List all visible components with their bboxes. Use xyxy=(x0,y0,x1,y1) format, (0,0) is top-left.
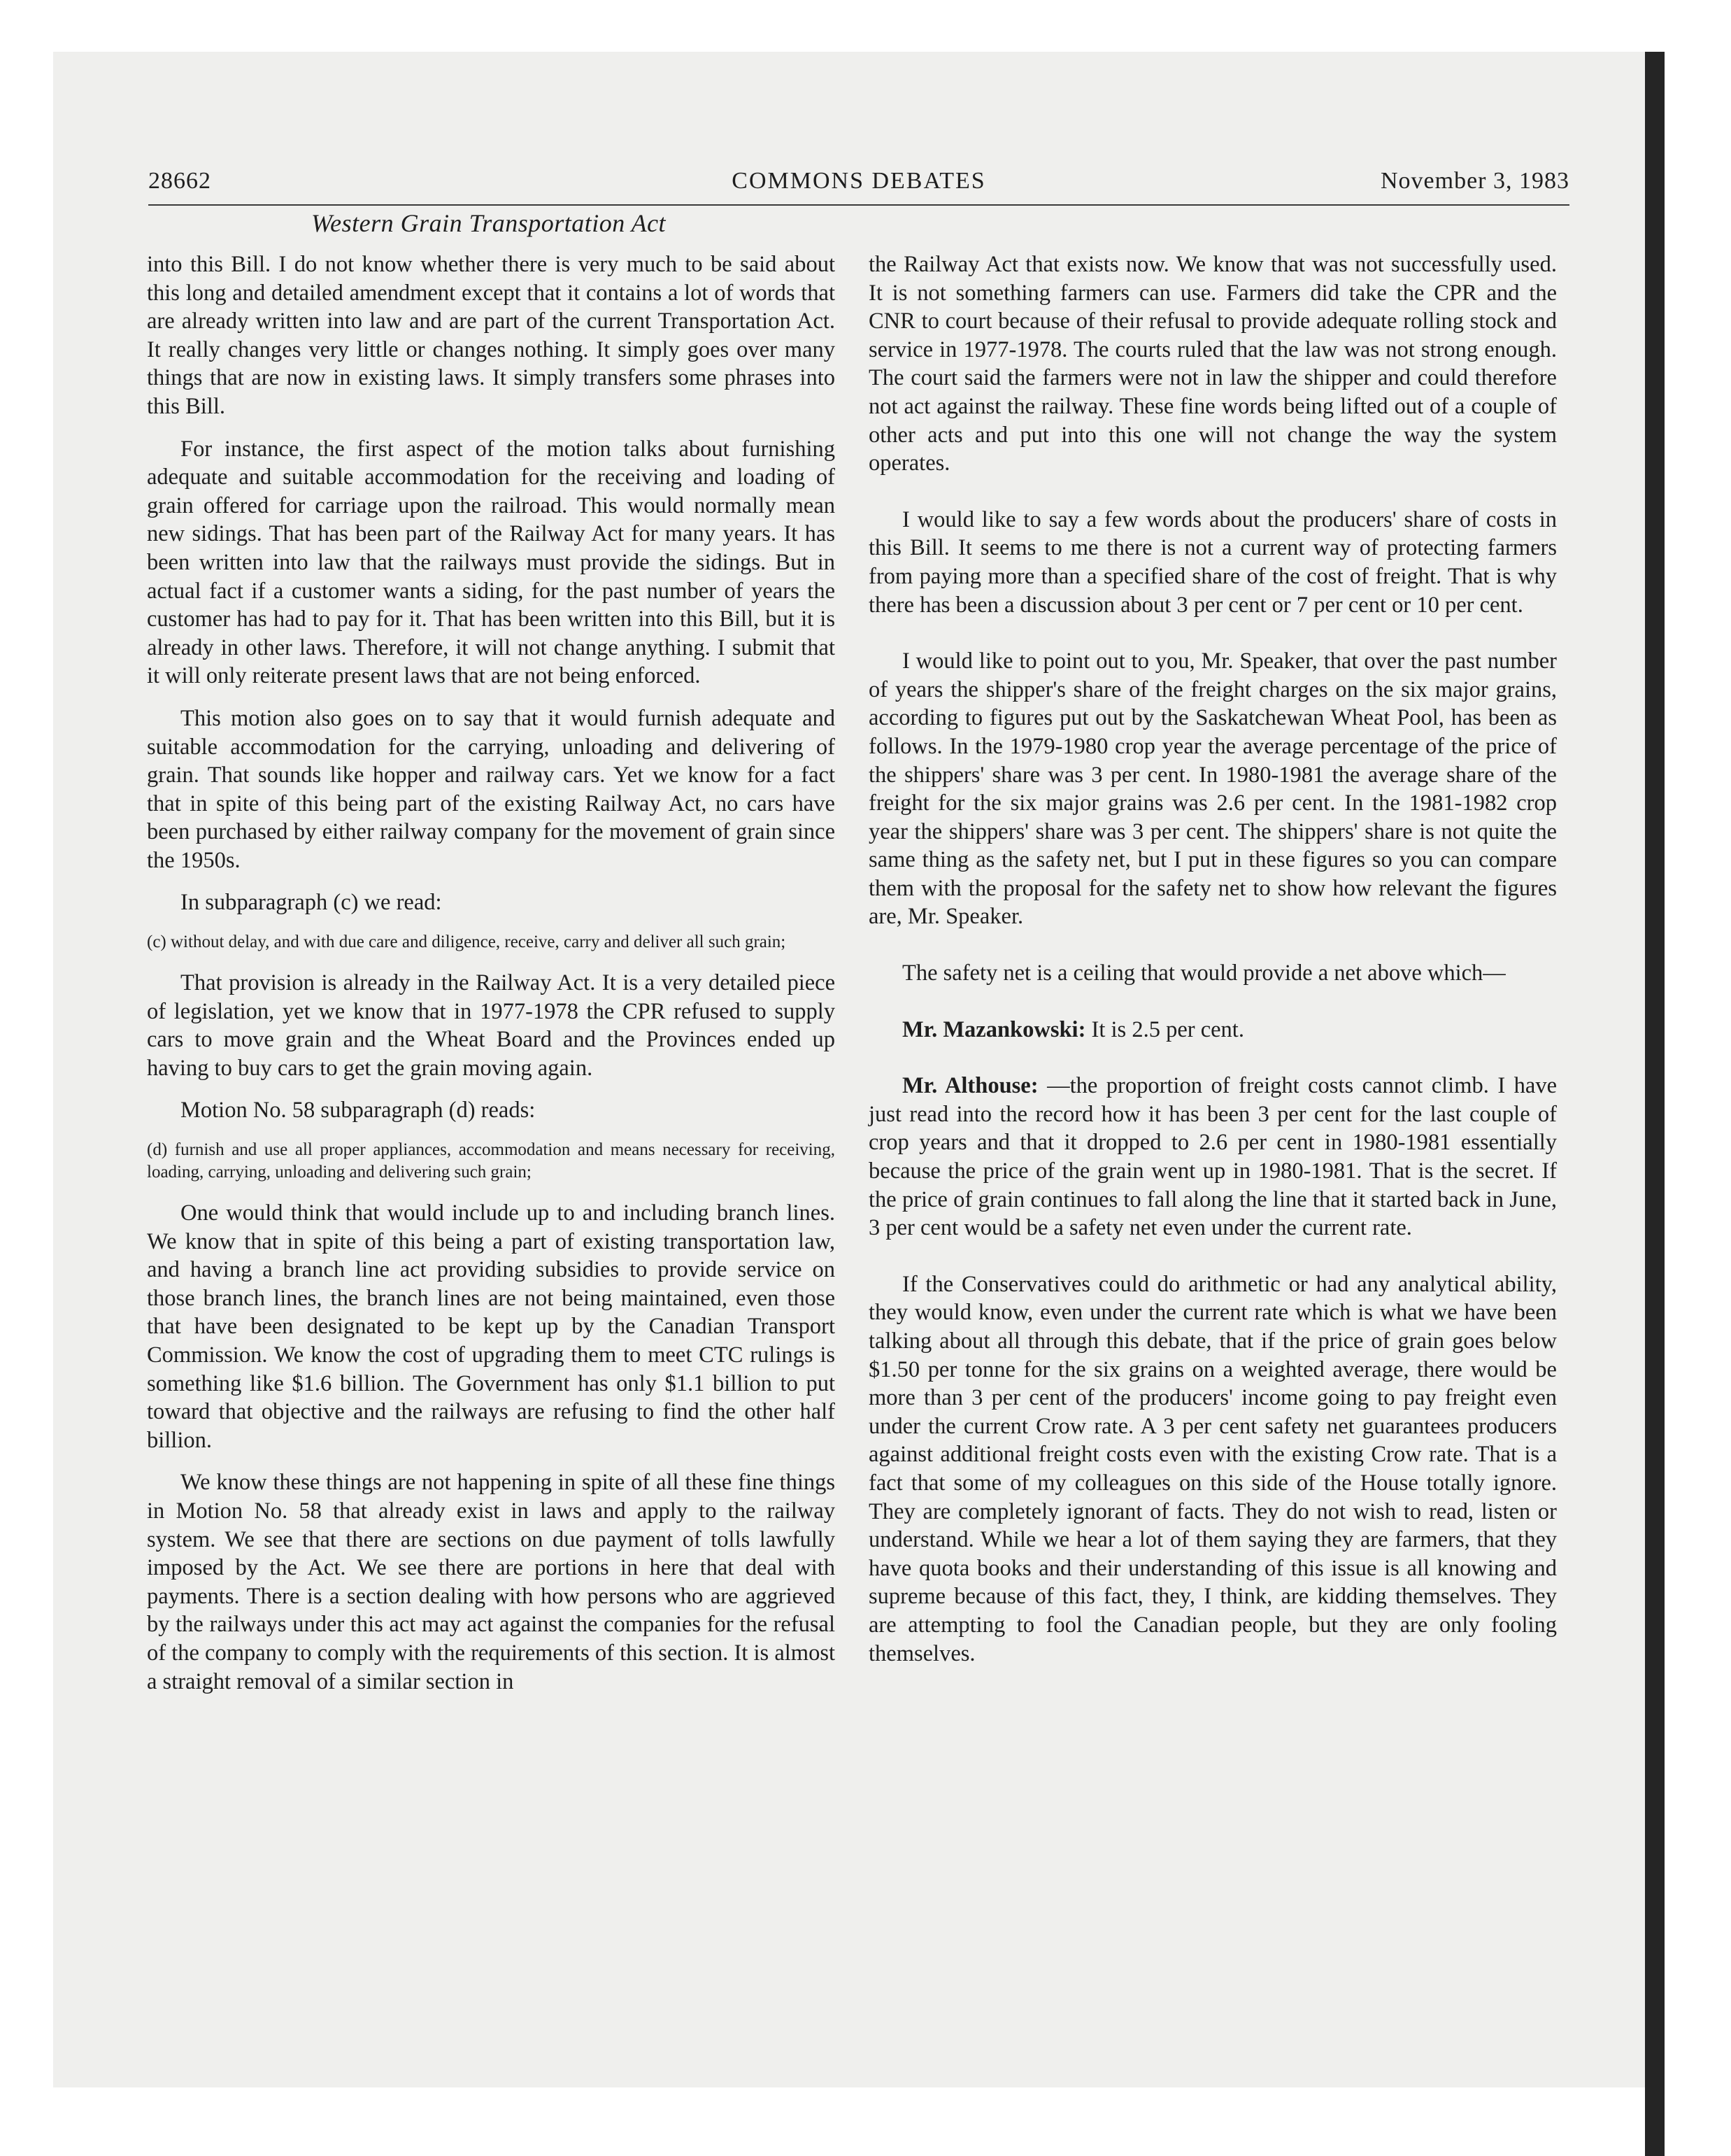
left-column xyxy=(147,250,835,1710)
quoted-subparagraph: (c) without delay, and with due care and diligence, receive, carry and deliver all such grain; xyxy=(147,932,786,952)
speaker-remark xyxy=(869,1072,1557,1242)
paragraph: I would like to point out to you, Mr. Speaker, that over the past number of years the shipper's share of the freight charges on the six major grains, according to figures put out by the Saskatchewan Wheat Pool, has been as follows. In the 1979-1980 crop year the average percentage of the price of the shippers' share was 3 per cent. In 1980-1981 the average share of the freight for the six major grains was 2.6 per cent. In the 1981-1982 crop year the shippers' share was 3 per cent. The shippers' share is not quite the same thing as the safety net, but I put in these figures so you can compare them with the proposal for the safety net to show how relevant the figures are, Mr. Speaker. xyxy=(869,648,1557,930)
paragraph: One would think that would include up to and including branch lines. We know that in spite of this being a part of existing transportation law, and having a branch line act providing subsidies to provide service on those branch lines, the branch lines are not being maintained, even those that have been designated to be kept up by the Canadian Transport Commission. We know the cost of upgrading them to meet CTC rulings is something like $1.6 billion. The Government has only $1.1 billion to put toward that objective and the railways are refusing to find the other half billion. xyxy=(147,1200,835,1453)
speaker-name: Mr. Mazankowski: xyxy=(902,1016,1086,1042)
paragraph: For instance, the first aspect of the motion talks about furnishing adequate and suitable accommodation for the receiving and loading of grain offered for carriage upon the railroad. This would normally mean new sidings. That has been part of the Railway Act for many years. It has been written into law that the railways must provide the sidings. But in actual fact if a customer wants a siding, for the past number of years the customer has had to pay for it. That has been written into this Bill, but it is already in other laws. Therefore, it will not change anything. I submit that it will only reiterate present laws that are not being enforced. xyxy=(147,436,835,689)
running-head: Western Grain Transportation Act xyxy=(311,209,667,237)
paragraph: In subparagraph (c) we read: xyxy=(180,890,442,916)
paragraph: We know these things are not happening in spite of all these fine things in Motion No. 58 that already exist in laws and apply to the railway system. We see that there are sections on due payment of tolls lawfully imposed by the Act. We see there are portions in here that deal with payments. There is a section dealing with how persons who are aggrieved by the railways under this act may act against the companies for the refusal of the company to comply with the requirements of this section. It is almost a straight removal of a similar section in xyxy=(147,1470,835,1694)
page-header xyxy=(148,168,1569,206)
quoted-subparagraph: (d) furnish and use all proper appliances, accommodation and means necessary for receiving, loading, carrying, unloading and delivering such grain; xyxy=(147,1140,835,1182)
paragraph: That provision is already in the Railway Act. It is a very detailed piece of legislation, yet we know that in 1977-1978 the CPR refused to supply cars to move grain and the Wheat Board and the Provinces ended up having to buy cars to get the grain moving again. xyxy=(147,970,835,1081)
paragraph: the Railway Act that exists now. We know that was not successfully used. It is not something farmers can use. Farmers did take the CPR and the CNR to court because of their refusal to provide adequate rolling stock and service in 1977-1978. The courts ruled that the law was not strong enough. The court said the farmers were not in law the shipper and could therefore not act against the railway. These fine words being lifted out of a couple of other acts and put into this one will not change the way the system operates. xyxy=(869,252,1557,476)
paragraph: Motion No. 58 subparagraph (d) reads: xyxy=(180,1098,536,1123)
paragraph: The safety net is a ceiling that would provide a net above which— xyxy=(902,960,1506,986)
publication-date: November 3, 1983 xyxy=(1380,168,1569,194)
right-column xyxy=(869,250,1557,1682)
scan-edge-shadow xyxy=(1645,52,1665,2156)
remark-text: It is 2.5 per cent. xyxy=(1091,1016,1244,1042)
paragraph: into this Bill. I do not know whether there is very much to be said about this long and detailed amendment except that it contains a lot of words that are already written into law and are part of the current Transportation Act. It really changes very little or changes nothing. It simply goes over many things that are now in existing laws. It simply transfers some phrases into this Bill. xyxy=(147,252,835,419)
remark-text: —the proportion of freight costs cannot climb. I have just read into the record how it has been 3 per cent for the last couple of crop years and that it dropped to 2.6 per cent in 1980-1981 essentially because the price of the grain went up in 1980-1981. That is the secret. If the price of grain continues to fall along the line that it started back in June, 3 per cent would be a safety net even under the current rate. xyxy=(869,1073,1558,1241)
paragraph: If the Conservatives could do arithmetic or had any analytical ability, they would know, even under the current rate which is what we have been talking about all through this debate, that if the price of grain goes below $1.50 per tonne for the six grains on a weighted average, there would be more than 3 per cent of the producers' income going to pay freight even under the current Crow rate. A 3 per cent safety net guarantees producers against additional freight costs even with the existing Crow rate. That is a fact that some of my colleagues on this side of the House totally ignore. They are completely ignorant of facts. They do not wish to read, listen or understand. While we hear a lot of them saying they are farmers, that they have quota books and their understanding of this issue is all knowing and supreme because of this fact, they, I think, are kidding themselves. They are attempting to fool the Canadian people, but they are only fooling themselves. xyxy=(869,1271,1557,1666)
publication-title: COMMONS DEBATES xyxy=(732,168,986,194)
paragraph: I would like to say a few words about the producers' share of costs in this Bill. It seems to me there is not a current way of protecting farmers from paying more than a specified share of the cost of freight. That is why there has been a discussion about 3 per cent or 7 per cent or 10 per cent. xyxy=(869,506,1557,618)
page-number: 28662 xyxy=(148,168,211,194)
paragraph: This motion also goes on to say that it would furnish adequate and suitable accommodation for the carrying, unloading and delivering of grain. That sounds like hopper and railway cars. Yet we know for a fact that in spite of this being part of the existing Railway Act, no cars have been purchased by either railway company for the movement of grain since the 1950s. xyxy=(147,705,835,873)
speaker-remark xyxy=(869,1016,1557,1044)
speaker-name: Mr. Althouse: xyxy=(902,1073,1039,1099)
